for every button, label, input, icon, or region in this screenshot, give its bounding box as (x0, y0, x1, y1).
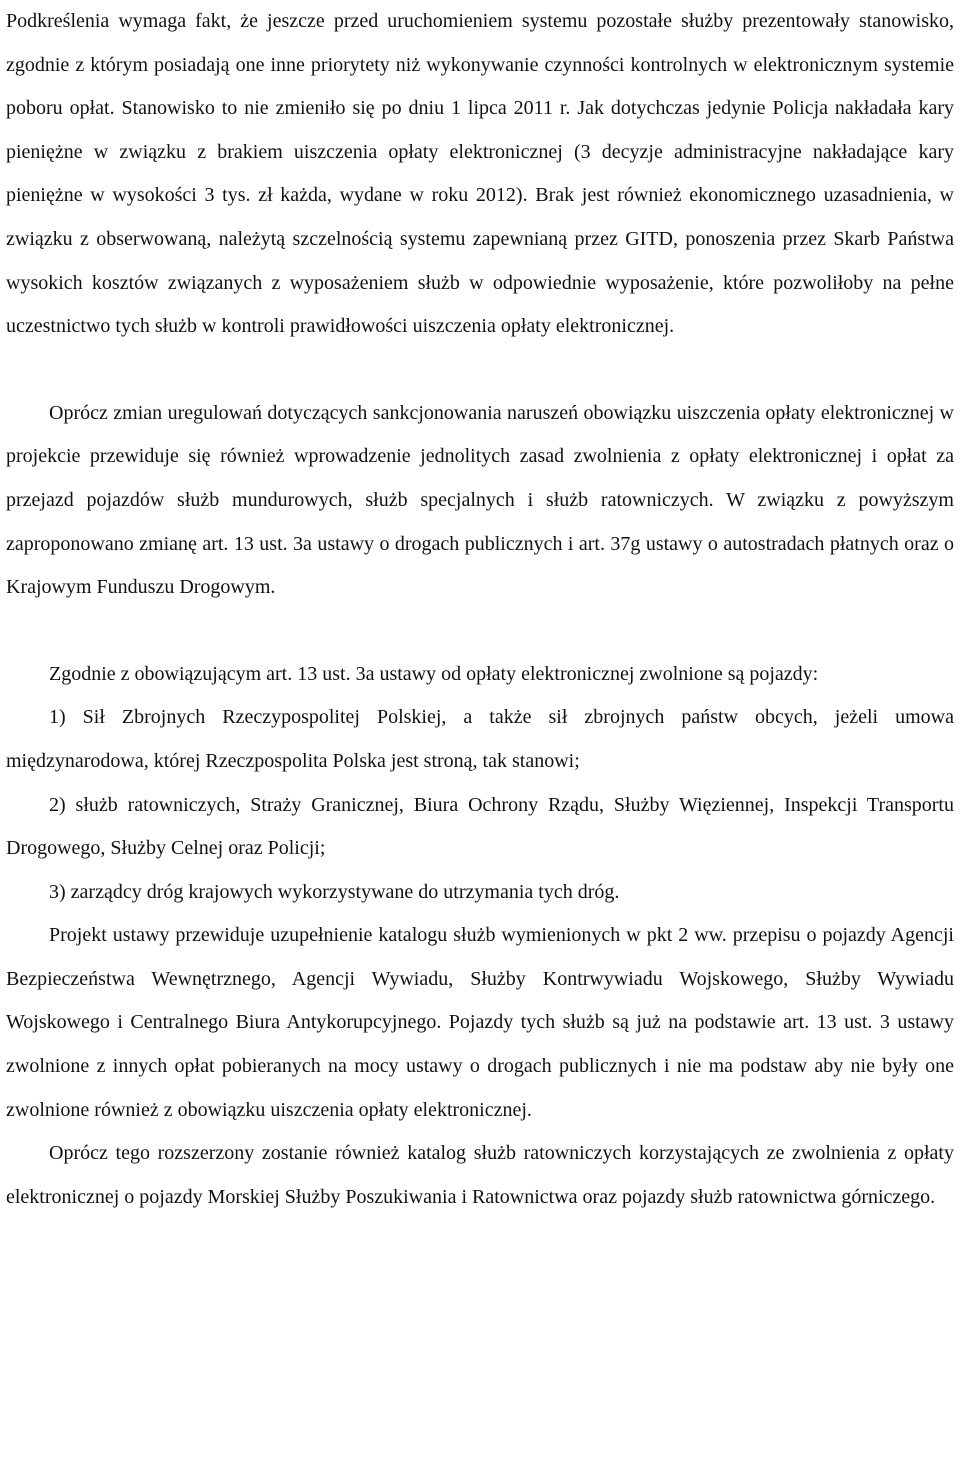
list-item-armed-forces: 1) Sił Zbrojnych Rzeczypospolitej Polskiej, a także sił zbrojnych państw obcych, jeżeli umowa międzynarodowa, której Rzeczpospolita Polska jest stroną, tak stanowi; (6, 706, 954, 772)
paragraph-services-priorities: Podkreślenia wymaga fakt, że jeszcze przed uruchomieniem systemu pozostałe służby prezentowały stanowisko, zgodnie z którym posiadają one inne priorytety niż wykonywanie czynności kontrolnych w elektronicznym systemie poboru opłat. Stanowisko to nie zmieniło się po dniu 1 lipca 2011 r. Jak dotychczas jedynie Policja nakładała kary pieniężne w związku z brakiem uiszczenia opłaty elektronicznej (3 decyzje administracyjne nakładające kary pieniężne w wysokości 3 tys. zł każda, wydane w roku 2012). Brak jest również ekonomicznego uzasadnienia, w związku z obserwowaną, należytą szczelnością systemu zapewnianą przez GITD, ponoszenia przez Skarb Państwa wysokich kosztów związanych z wyposażeniem służb w odpowiednie wyposażenie, które pozwoliłoby na pełne uczestnictwo tych służb w kontroli prawidłowości uiszczenia opłaty elektronicznej. (6, 10, 954, 338)
list-item-rescue-services: 2) służb ratowniczych, Straży Granicznej, Biura Ochrony Rządu, Służby Więziennej, Inspekcji Transportu Drogowego, Służby Celnej oraz Policji; (6, 793, 954, 860)
list-item-road-managers: 3) zarządcy dróg krajowych wykorzystywane do utrzymania tych dróg. (49, 880, 620, 903)
document-page (6, 0, 954, 1219)
paragraph-exemption-changes: Oprócz zmian uregulowań dotyczących sankcjonowania naruszeń obowiązku uiszczenia opłaty elektronicznej w projekcie przewiduje się również wprowadzenie jednolitych zasad zwolnienia z opłaty elektronicznej i opłat za przejazd pojazdów służb mundurowych, służb specjalnych i służb ratowniczych. W związku z powyższym zaproponowano zmianę art. 13 ust. 3a ustawy o drogach publicznych i art. 37g ustawy o autostradach płatnych oraz o Krajowym Funduszu Drogowym. (6, 401, 954, 599)
paragraph-rescue-catalog: Oprócz tego rozszerzony zostanie również katalog służb ratowniczych korzystających ze zwolnienia z opłaty elektronicznej o pojazdy Morskiej Służby Poszukiwania i Ratownictwa oraz pojazdy służb ratownictwa górniczego. (6, 1142, 954, 1208)
paragraph-current-exemptions-intro: Zgodnie z obowiązującym art. 13 ust. 3a ustawy od opłaty elektronicznej zwolnione są pojazdy: (49, 662, 819, 685)
paragraph-catalog-extension: Projekt ustawy przewiduje uzupełnienie katalogu służb wymienionych w pkt 2 ww. przepisu o pojazdy Agencji Bezpieczeństwa Wewnętrznego, Agencji Wywiadu, Służby Kontrwywiadu Wojskowego, Służby Wywiadu Wojskowego i Centralnego Biura Antykorupcyjnego. Pojazdy tych służb są już na podstawie art. 13 ust. 3 ustawy zwolnione z innych opłat pobieranych na mocy ustawy o drogach publicznych i nie ma podstaw aby nie były one zwolnione również z obowiązku uiszczenia opłaty elektronicznej. (6, 924, 954, 1121)
